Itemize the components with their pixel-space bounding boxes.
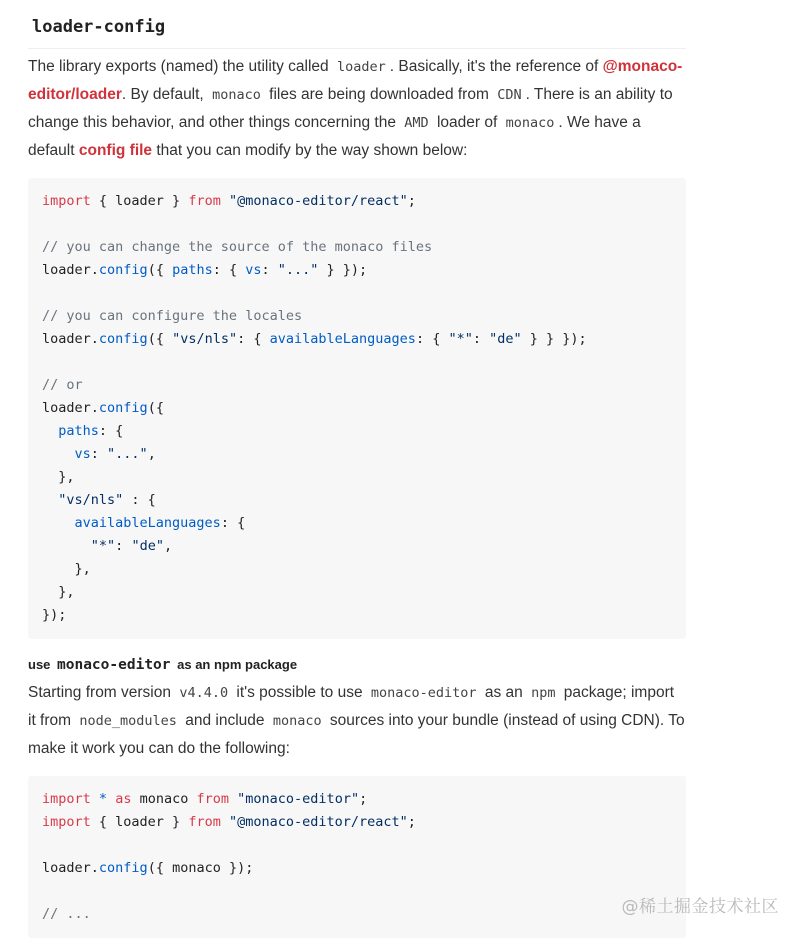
inline-code-loader: loader (336, 59, 386, 75)
inline-code-monaco-editor: monaco-editor (370, 685, 477, 701)
article-content (28, 0, 686, 938)
config-file-link[interactable]: config file (78, 142, 153, 159)
inline-code-cdn: CDN (497, 87, 522, 103)
inline-code-monaco-2: monaco (505, 115, 555, 131)
inline-code-npm: npm (531, 685, 556, 701)
npm-paragraph: Starting from version v4.4.0 it's possible to use monaco-editor as an npm package; import it from node_modules and include monaco sources into your bundle (instead of using CDN). To make it work you can do the following: (28, 684, 685, 757)
code-block-loader-config[interactable]: import { loader } from "@monaco-editor/react"; // you can change the source of the monaco files loader.config({ paths: { vs: "..." } }); // you can configure the locales loader.config({ "vs/nls": { availableLanguages: { "*": "de" } } }); // or loader.config({ paths: { vs: "...", }, "vs/nls" : { availableLanguages: { "*": "de", }, }, }); (28, 178, 686, 639)
inline-code-version: v4.4.0 (179, 685, 229, 701)
subheading-code: monaco-editor (57, 657, 171, 673)
intro-paragraph: The library exports (named) the utility called loader . Basically, it's the reference of @monaco-editor/loader. By default, monaco files are being downloaded from CDN . There is an ability to change this behavior, and other things concerning the AMD loader of monaco . We have a default config file that you can modify by the way shown below: (28, 58, 683, 159)
section-title: loader-config (28, 14, 686, 49)
inline-code-monaco: monaco (212, 87, 261, 103)
code-block-npm-usage[interactable]: import * as monaco from "monaco-editor"; import { loader } from "@monaco-editor/react"; loader.config({ monaco }); // ... (28, 776, 686, 938)
inline-code-monaco-3: monaco (272, 713, 322, 729)
inline-code-amd: AMD (404, 115, 429, 131)
watermark: @稀土掘金技术社区 (621, 897, 779, 917)
monaco-loader-link[interactable]: @monaco-editor/loader (28, 58, 683, 103)
inline-code-node-modules: node_modules (79, 713, 177, 729)
subheading-npm-package: use monaco-editor as an npm package (28, 657, 298, 673)
